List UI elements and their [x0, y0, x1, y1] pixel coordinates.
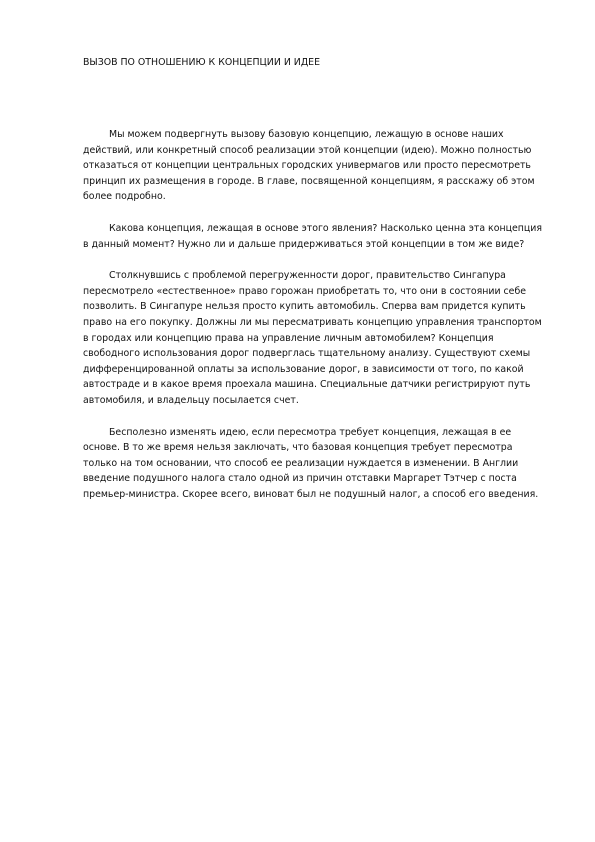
- paragraph: Мы можем подвергнуть вызову базовую концепцию, лежащую в основе наших действий, или конкретный способ реализации этой концепции (идею). Можно полностью отказаться от концепции центральных городских универмагов или просто пересмотреть принцип их размещения в городе. В главе, посвященной концепциям, я расскажу об этом более подробно.: [83, 129, 535, 203]
- paragraph: Столкнувшись с проблемой перегруженности дорог, правительство Сингапура пересмотрело «естественное» право горожан приобретать то, что они в состоянии себе позволить. В Сингапуре нельзя просто купить автомобиль. Сперва вам придется купить право на его покупку. Должны ли мы пересматривать концепцию управления транспортом в городах или концепцию права на управление личным автомобилем? Концепция свободного использования дорог подверглась тщательному анализу. Существуют схемы дифференцированной оплаты за использование дорог, в зависимости от того, по какой автостраде и в какое время проехала машина. Специальные датчики регистрируют путь автомобиля, и владельцу посылается счет.: [83, 270, 542, 406]
- section-heading: ВЫЗОВ ПО ОТНОШЕНИЮ К КОНЦЕПЦИИ И ИДЕЕ: [83, 57, 320, 68]
- paragraph: Какова концепция, лежащая в основе этого явления? Насколько ценна эта концепция в данный момент? Нужно ли и дальше придерживаться этой концепции в том же виде?: [83, 222, 542, 250]
- paragraph: Бесполезно изменять идею, если пересмотра требует концепция, лежащая в ее основе. В то же время нельзя заключать, что базовая концепция требует пересмотра только на том основании, что способ ее реализации нуждается в изменении. В Англии введение подушного налога стало одной из причин отставки Маргарет Тэтчер с поста премьер-министра. Скорее всего, виноват был не подушный налог, а способ его введения.: [83, 426, 539, 500]
- body-text: [83, 127, 543, 518]
